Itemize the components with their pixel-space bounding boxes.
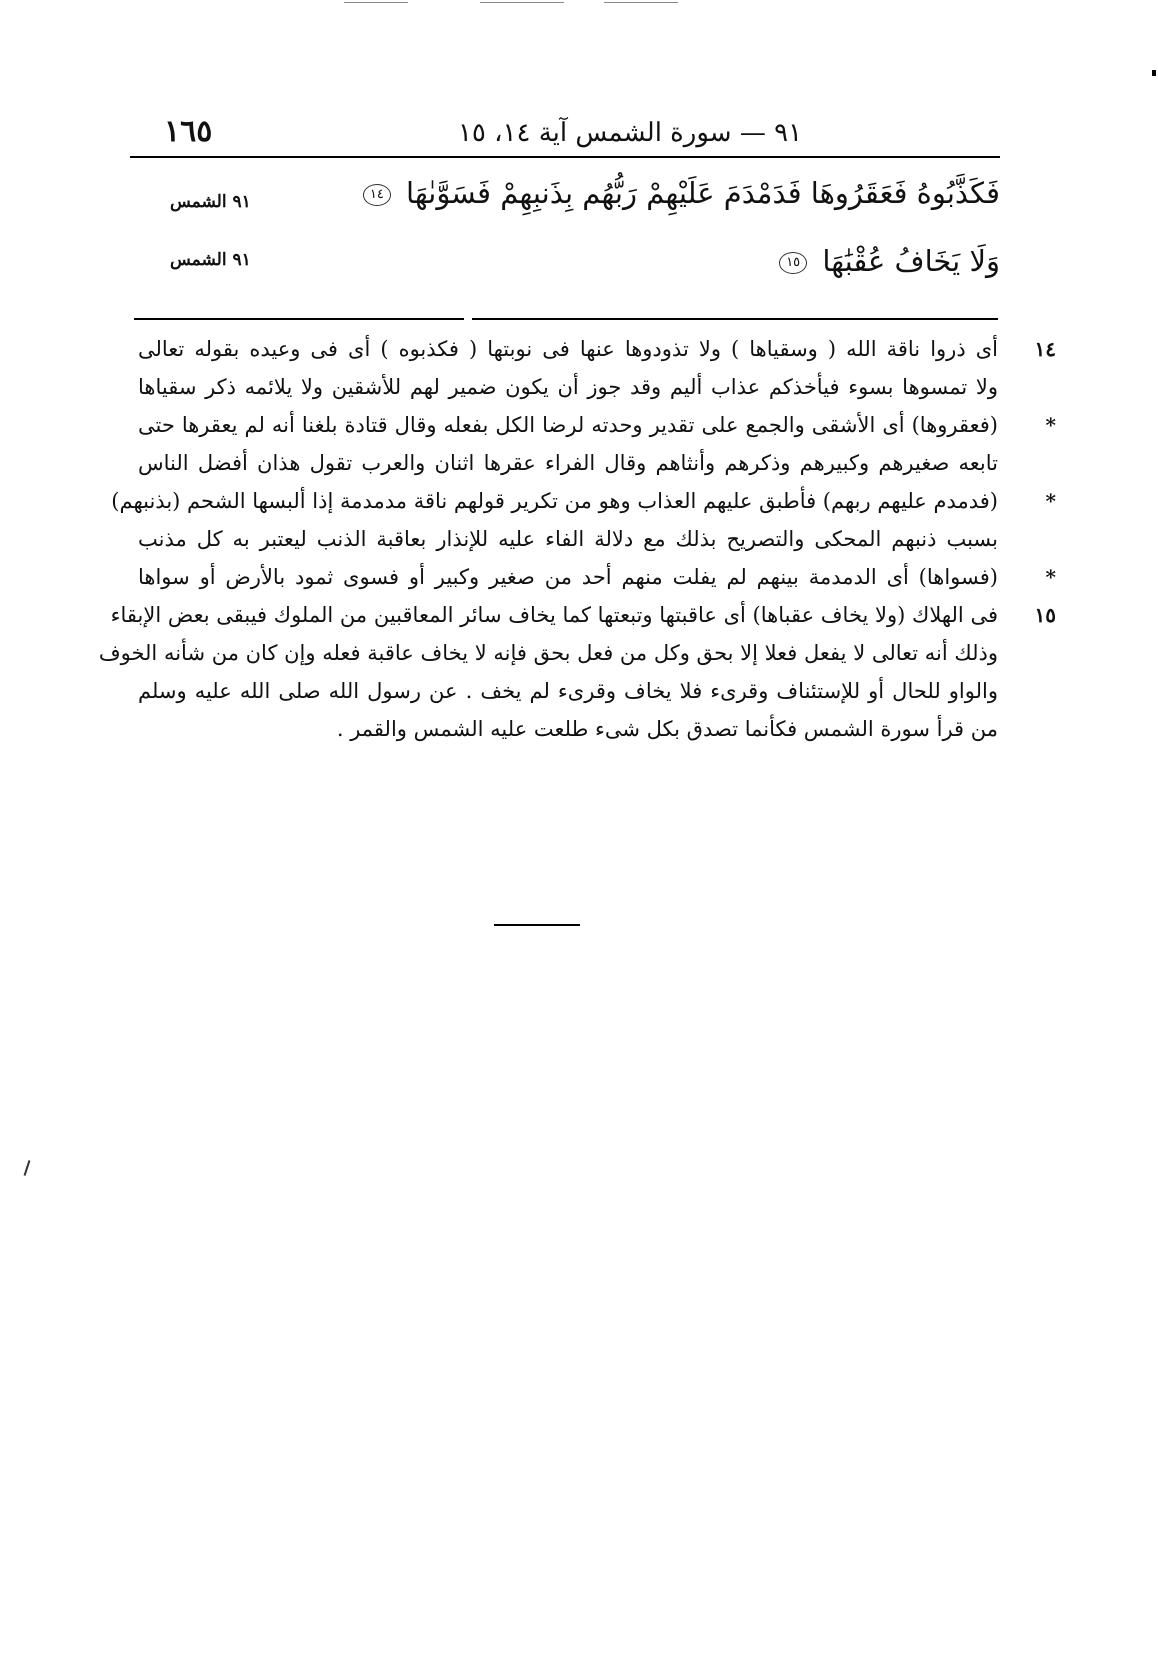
commentary-line [138, 330, 1056, 368]
commentary-line [138, 710, 998, 748]
commentary-line-text: (فعقروها) أى الأشقى والجمع على تقدير وحدته لرضا الكل بفعله وقال قتادة بلغنا أنه لم يعقرها حتى [138, 413, 998, 437]
commentary-line [138, 558, 1056, 596]
top-edge-rule [480, 2, 564, 3]
commentary-line [138, 520, 998, 558]
commentary-line [138, 672, 998, 710]
commentary-line-text: (فسواها) أى الدمدمة بينهم لم يفلت منهم أحد من صغير وكبير أو فسوى ثمود بالأرض أو سواها [138, 565, 998, 589]
commentary-line-text: (فدمدم عليهم ربهم) فأطبق عليهم العذاب وهو من تكرير قولهم ناقة مدمدمة إذا ألبسها الشحم (بذنبهم) [111, 489, 998, 513]
header-rule [130, 156, 1000, 158]
verse-reference: ٩١ الشمس [170, 192, 251, 212]
commentary-line-text: من قرأ سورة الشمس فكأنما تصدق بكل شىء طلعت عليه الشمس والقمر . [336, 717, 998, 741]
end-of-page-rule [494, 924, 580, 926]
commentary-line [138, 406, 1056, 444]
verse-line [779, 244, 1000, 278]
commentary-line [110, 596, 1056, 634]
commentary-line [98, 634, 998, 672]
running-head: ٩١ — سورة الشمس آية ١٤، ١٥ [457, 118, 803, 148]
verse-text: وَلَا يَخَافُ عُقْبَٰهَا [822, 244, 1000, 278]
top-edge-rule [604, 2, 678, 3]
stray-mark [24, 1160, 31, 1176]
verse-rule [472, 318, 998, 320]
margin-marker: ١٤ [1034, 337, 1056, 361]
edge-mark [1152, 70, 1156, 76]
commentary-line [138, 444, 998, 482]
ayah-number-marker: ١٤ [363, 184, 391, 206]
margin-marker: ١٥ [1034, 603, 1056, 627]
commentary-line-text: بسبب ذنبهم المحكى والتصريح بذلك مع دلالة الفاء عليه للإنذار بعاقبة الذنب ليعتبر به كل مذنب [138, 527, 998, 551]
commentary-line [138, 368, 998, 406]
commentary-line-text: أى ذروا ناقة الله ( وسقياها ) ولا تذودوها عنها فى نوبتها ( فكذبوه ) أى فى وعيده بقوله تعالى [138, 337, 998, 361]
commentary-text [98, 330, 1056, 748]
ayah-number-marker: ١٥ [779, 252, 807, 274]
commentary-line-text: ولا تمسوها بسوء فيأخذكم عذاب أليم وقد جوز أن يكون ضمير لهم للأشقين ولا يلائمه ذكر سقياها [138, 375, 998, 399]
commentary-line-text: والواو للحال أو للإستئناف وقرىء فلا يخاف وقرىء لم يخف . عن رسول الله صلى الله عليه وسلم [138, 679, 998, 703]
top-edge-rule [344, 2, 408, 3]
verse-line [363, 176, 1000, 210]
quran-verses [130, 168, 1000, 308]
margin-marker: * [1045, 413, 1056, 437]
commentary-line-text: وذلك أنه تعالى لا يفعل فعلا إلا بحق وكل من فعل بحق فإنه لا يخاف عاقبة فعله وإن كان من شأنه الخوف [98, 641, 998, 665]
commentary-line [111, 482, 1056, 520]
verse-rule [134, 318, 464, 320]
margin-marker: * [1045, 565, 1056, 589]
page-header [130, 112, 1006, 152]
commentary-line-text: تابعه صغيرهم وكبيرهم وذكرهم وأنثاهم وقال الفراء عقرها اثنان والعرب تقول هذان أفضل الناس [138, 451, 998, 475]
commentary-line-text: فى الهلاك (ولا يخاف عقباها) أى عاقبتها وتبعتها كما يخاف سائر المعاقبين من الملوك فيبقى بعض الإبقاء [110, 603, 998, 627]
page-number: ١٦٥ [164, 114, 213, 149]
verse-text: فَكَذَّبُوهُ فَعَقَرُوهَا فَدَمْدَمَ عَلَيْهِمْ رَبُّهُم بِذَنبِهِمْ فَسَوَّىٰهَا [406, 176, 1000, 210]
margin-marker: * [1045, 489, 1056, 513]
verse-reference: ٩١ الشمس [170, 250, 251, 270]
